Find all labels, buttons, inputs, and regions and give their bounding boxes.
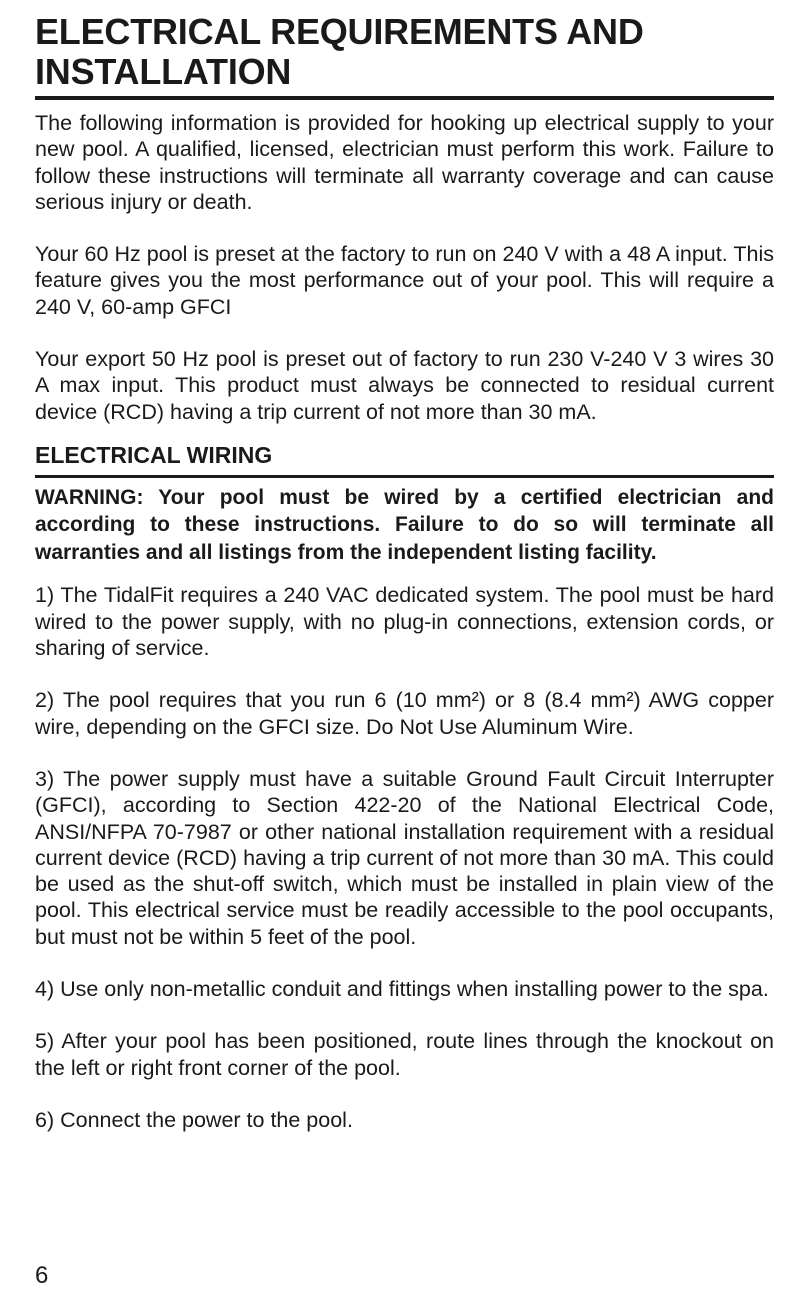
intro-paragraph-2: Your 60 Hz pool is preset at the factory to run on 240 V with a 48 A input. This feature gives you the most performance out of your pool. This will require a 240 V, 60-amp GFCI (35, 242, 774, 319)
page-title: ELECTRICAL REQUIREMENTS AND INSTALLATION (35, 11, 644, 92)
warning-text: WARNING: Your pool must be wired by a certified electrician and according to these instructions. Failure to do so will terminate all warranties and all listings from the independent listing facility. (35, 485, 774, 564)
wiring-step-4: 4) Use only non-metallic conduit and fittings when installing power to the spa. (35, 977, 769, 1002)
wiring-step-1: 1) The TidalFit requires a 240 VAC dedicated system. The pool must be hard wired to the power supply, with no plug-in connections, extension cords, or sharing of service. (35, 583, 774, 661)
section-heading: ELECTRICAL WIRING (35, 441, 273, 468)
section-divider (35, 475, 774, 478)
wiring-step-3: 3) The power supply must have a suitable Ground Fault Circuit Interrupter (GFCI), according to Section 422-20 of the National Electrical Code, ANSI/NFPA 70-7987 or other national installation requirement with a residual current device (RCD) having a trip current of not more than 30 mA. This could be used as the shut-off switch, which must be installed in plain view of the pool. This electrical service must be readily accessible to the pool occupants, but must not be within 5 feet of the pool. (35, 766, 774, 949)
title-divider (35, 96, 774, 100)
document-page (35, 12, 774, 1133)
intro-paragraph-1: The following information is provided for hooking up electrical supply to your new pool. A qualified, licensed, electrician must perform this work. Failure to follow these instructions will terminate all warranty coverage and can cause serious injury or death. (35, 111, 774, 214)
wiring-step-2: 2) The pool requires that you run 6 (10 mm²) or 8 (8.4 mm²) AWG copper wire, depending on the GFCI size. Do Not Use Aluminum Wire. (35, 688, 774, 739)
intro-paragraph-3: Your export 50 Hz pool is preset out of factory to run 230 V-240 V 3 wires 30 A max input. This product must always be connected to residual current device (RCD) having a trip current of not more than 30 mA. (35, 347, 774, 424)
wiring-step-5: 5) After your pool has been positioned, route lines through the knockout on the left or right front corner of the pool. (35, 1029, 774, 1080)
wiring-step-6: 6) Connect the power to the pool. (35, 1107, 353, 1132)
page-number: 6 (35, 1262, 49, 1289)
